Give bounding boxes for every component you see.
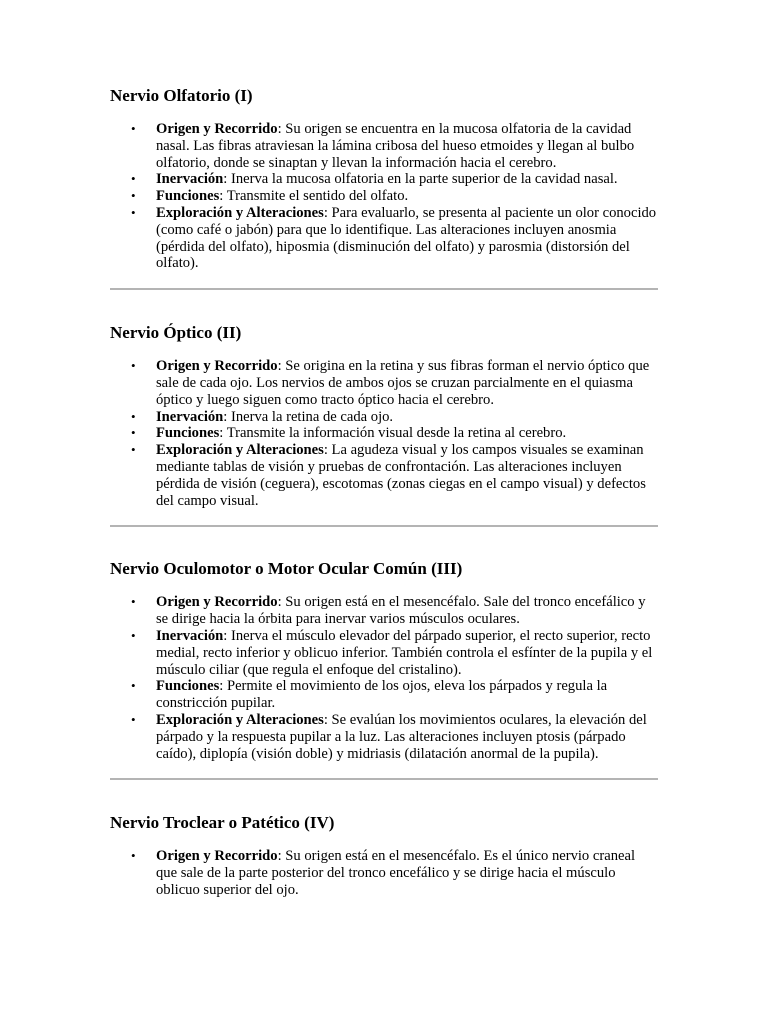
section-nervio-optico xyxy=(110,323,658,509)
bullet-icon: • xyxy=(131,121,136,136)
bullet-list xyxy=(110,848,658,898)
section-divider xyxy=(110,778,658,780)
item-label: Origen y Recorrido xyxy=(156,358,278,375)
list-item xyxy=(110,188,658,205)
item-text: : Su origen está en el mesencéfalo. Es el único nervio craneal que sale de la parte posterior del tronco encefálico y se dirige hacia el músculo oblicuo superior del ojo. xyxy=(156,848,635,898)
bullet-icon: • xyxy=(131,848,136,864)
item-text: : Su origen está en el mesencéfalo. Sale del tronco encefálico y se dirige hacia la órbita para inervar varios músculos oculares. xyxy=(156,594,646,628)
section-divider xyxy=(110,288,658,290)
item-label: Origen y Recorrido xyxy=(156,594,278,611)
list-item xyxy=(110,358,658,408)
item-text: : Transmite la información visual desde la retina al cerebro. xyxy=(219,425,567,442)
item-text: : Inerva el músculo elevador del párpado superior, el recto superior, recto medial, recto inferior y oblicuo inferior. También controla el esfínter de la pupila y el músculo ciliar (que regula el enfoque del cristalino). xyxy=(156,627,653,678)
section-title: Nervio Oculomotor o Motor Ocular Común (III) xyxy=(110,559,463,579)
item-label: Origen y Recorrido xyxy=(156,848,278,865)
bullet-list xyxy=(110,121,658,272)
bullet-icon: • xyxy=(131,408,136,424)
section-nervio-oculomotor xyxy=(110,559,658,762)
list-item xyxy=(110,205,658,272)
list-item xyxy=(110,121,658,171)
bullet-list xyxy=(110,358,658,509)
list-item xyxy=(110,848,658,898)
list-item xyxy=(110,594,658,628)
list-item xyxy=(110,171,658,188)
bullet-icon: • xyxy=(131,711,136,727)
bullet-icon: • xyxy=(131,678,136,694)
item-text: : Para evaluarlo, se presenta al paciente un olor conocido (como café o jabón) para que lo identifique. Las alteraciones incluyen anosmia (pérdida del olfato), hiposmia (disminución del olfato) y parosmia (distorsión del olfato). xyxy=(156,204,657,272)
item-label: Exploración y Alteraciones xyxy=(156,442,324,459)
section-divider xyxy=(110,525,658,527)
bullet-list xyxy=(110,594,658,762)
item-text: : Transmite el sentido del olfato. xyxy=(219,188,409,205)
bullet-icon: • xyxy=(131,594,136,610)
section-nervio-olfatorio xyxy=(110,86,658,272)
item-label: Funciones xyxy=(156,425,220,442)
bullet-icon: • xyxy=(131,442,136,458)
bullet-icon: • xyxy=(131,627,136,643)
bullet-icon: • xyxy=(131,425,136,441)
item-text: : Su origen se encuentra en la mucosa olfatoria de la cavidad nasal. Las fibras atraviesan la lámina cribosa del hueso etmoides y llegan al bulbo olfatorio, donde se sinaptan y llevan la información hacia el cerebro. xyxy=(156,121,635,171)
item-label: Exploración y Alteraciones xyxy=(156,711,324,728)
document-page xyxy=(110,0,658,899)
bullet-icon: • xyxy=(131,188,136,204)
item-text: : La agudeza visual y los campos visuales se examinan mediante tablas de visión y pruebas de confrontación. Las alteraciones incluyen pérdida de visión (ceguera), escotomas (zonas ciegas en el campo visual) y defectos del campo visual. xyxy=(156,442,646,509)
section-nervio-troclear xyxy=(110,813,658,898)
list-item xyxy=(110,425,658,442)
section-title: Nervio Troclear o Patético (IV) xyxy=(110,813,335,833)
section-title: Nervio Olfatorio (I) xyxy=(110,86,253,105)
item-text: : Se evalúan los movimientos oculares, la elevación del párpado y la respuesta pupilar a la luz. Las alteraciones incluyen ptosis (párpado caído), diplopía (visión doble) y midriasis (dilatación anormal de la pupila). xyxy=(156,711,647,762)
bullet-icon: • xyxy=(131,171,136,187)
item-label: Origen y Recorrido xyxy=(156,121,278,137)
item-label: Exploración y Alteraciones xyxy=(156,204,324,221)
list-item xyxy=(110,678,658,712)
item-label: Inervación xyxy=(156,627,224,644)
list-item xyxy=(110,712,658,762)
item-text: : Inerva la mucosa olfatoria en la parte superior de la cavidad nasal. xyxy=(223,171,618,188)
bullet-icon: • xyxy=(131,358,136,374)
item-label: Funciones xyxy=(156,678,220,695)
item-text: : Permite el movimiento de los ojos, eleva los párpados y regula la constricción pupilar. xyxy=(156,678,608,712)
item-label: Inervación xyxy=(156,408,224,425)
item-label: Funciones xyxy=(156,188,220,205)
item-text: : Inerva la retina de cada ojo. xyxy=(223,408,394,425)
item-label: Inervación xyxy=(156,171,224,188)
list-item xyxy=(110,409,658,426)
item-text: : Se origina en la retina y sus fibras forman el nervio óptico que sale de cada ojo. Los nervios de ambos ojos se cruzan parcialmente en el quiasma óptico y luego siguen como tracto óptico hacia el cerebro. xyxy=(156,358,650,408)
list-item xyxy=(110,628,658,678)
bullet-icon: • xyxy=(131,204,136,220)
section-title: Nervio Óptico (II) xyxy=(110,323,242,343)
list-item xyxy=(110,442,658,509)
